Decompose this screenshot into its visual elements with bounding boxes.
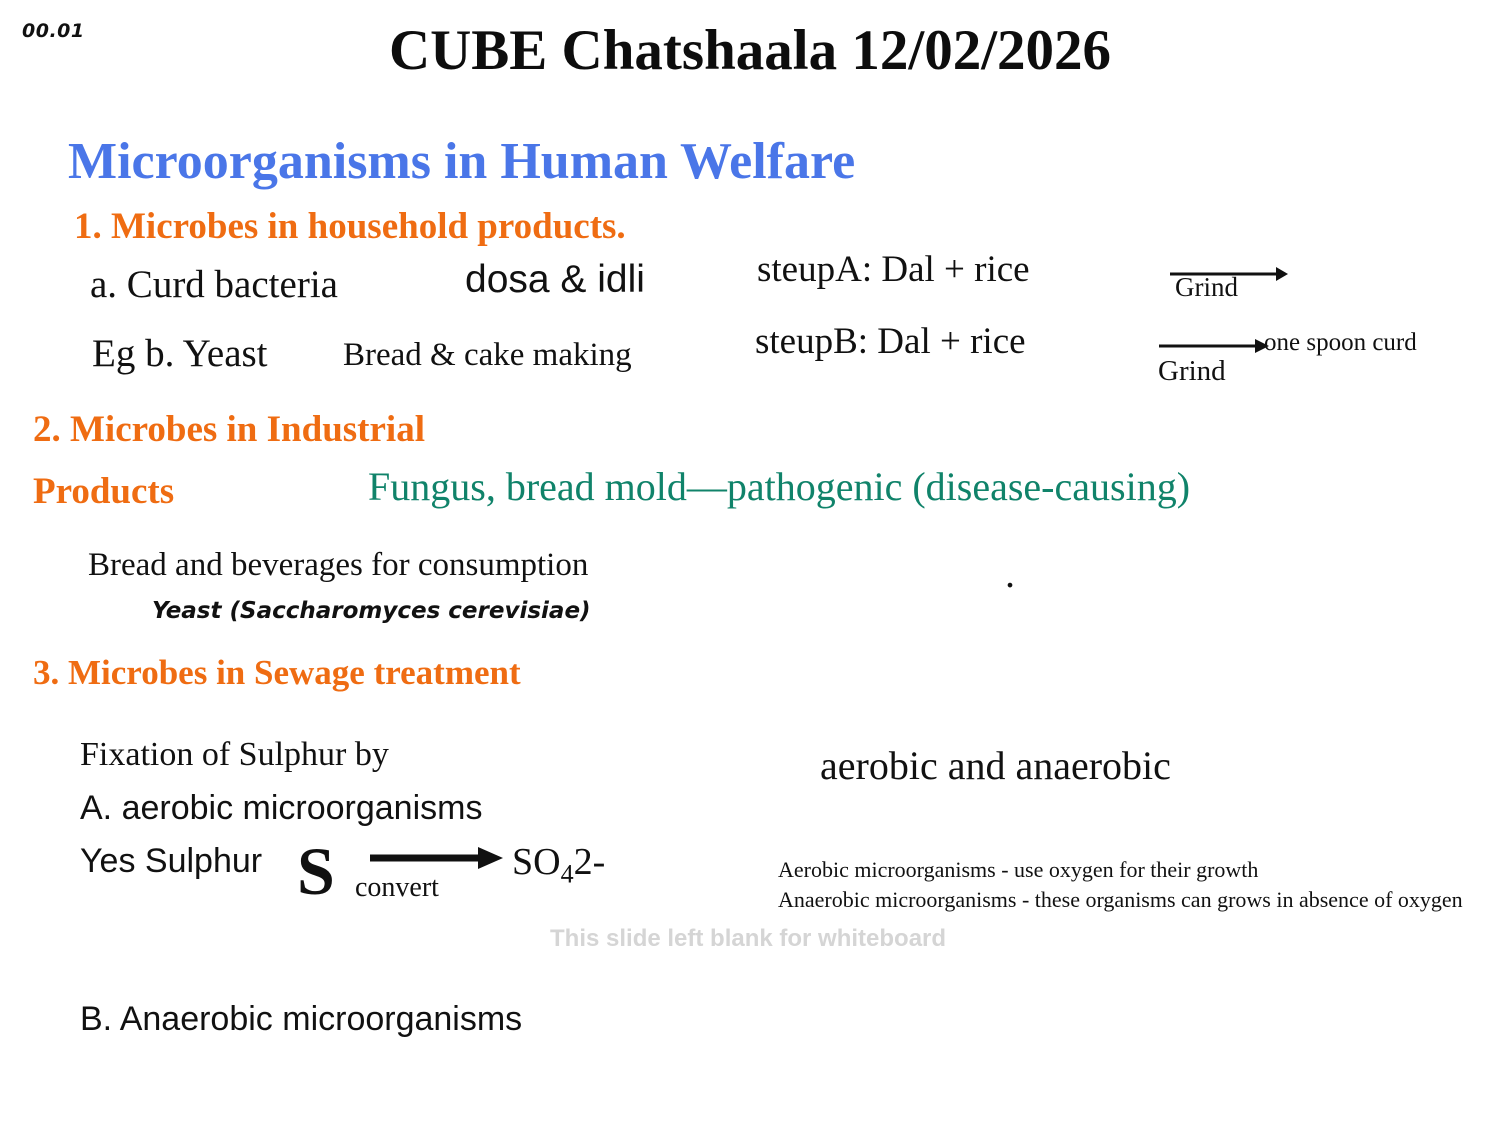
step-b-result: one spoon curd <box>1264 329 1417 356</box>
bread-beverages-text: Bread and beverages for consumption <box>88 547 589 583</box>
slide-watermark: This slide left blank for whiteboard <box>550 925 947 952</box>
stray-dot-mark: . <box>1005 551 1015 596</box>
fungus-note: Fungus, bread mold—pathogenic (disease-causing) <box>368 464 1191 509</box>
reaction-product-subscript: 4 <box>560 859 574 889</box>
section-1-item-b-note: Bread & cake making <box>343 337 632 373</box>
main-heading: Microorganisms in Human Welfare <box>68 133 856 190</box>
yeast-species-text: Yeast (Saccharomyces cerevisiae) <box>152 598 591 624</box>
convert-arrow-icon <box>368 845 503 871</box>
section-3-item-a: A. aerobic microorganisms <box>80 789 483 827</box>
fixation-text: Fixation of Sulphur by <box>80 736 389 773</box>
section-2-heading-line1: 2. Microbes in Industrial <box>33 409 425 450</box>
step-a-label: steupA: Dal + rice <box>757 249 1030 290</box>
reaction-arrow-label: convert <box>355 872 439 903</box>
reaction-product <box>512 840 605 890</box>
aerobic-anaerobic-notes <box>778 855 1478 914</box>
step-b-arrow-label: Grind <box>1158 355 1226 387</box>
slide-timestamp: 00.01 <box>22 20 85 42</box>
aerobic-anaerobic-title: aerobic and anaerobic <box>820 743 1171 788</box>
reaction-reactant: S <box>297 833 335 909</box>
step-a-arrow-label: Grind <box>1175 272 1238 302</box>
note-line-anaerobic: Anaerobic microorganisms - these organisms can grows in absence of oxygen <box>778 886 1463 912</box>
section-1-heading: 1. Microbes in household products. <box>74 206 626 247</box>
section-1-item-a: a. Curd bacteria <box>90 263 338 306</box>
reaction-product-charge: 2- <box>573 841 606 883</box>
section-1-item-a-note: dosa & idli <box>465 258 645 301</box>
note-line-aerobic: Aerobic microorganisms - use oxygen for their growth <box>778 857 1259 882</box>
reaction-prefix: Yes Sulphur <box>80 842 263 880</box>
grind-arrow-b-icon <box>1157 334 1269 356</box>
section-2-heading-line2: Products <box>33 471 175 512</box>
step-b-label: steupB: Dal + rice <box>755 321 1026 362</box>
reaction-product-formula: SO <box>512 841 561 883</box>
section-3-item-b: B. Anaerobic microorganisms <box>80 1000 523 1038</box>
slide-title: CUBE Chatshaala 12/02/2026 <box>388 19 1112 82</box>
section-3-heading: 3. Microbes in Sewage treatment <box>33 653 521 692</box>
section-1-item-b: Eg b. Yeast <box>92 332 268 375</box>
